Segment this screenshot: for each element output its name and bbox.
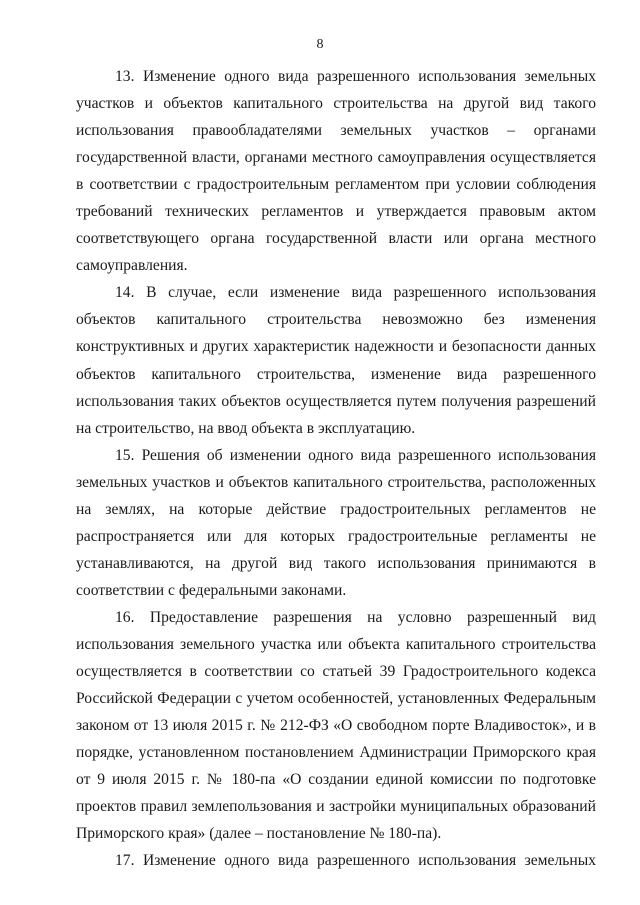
paragraph-13: 13. Изменение одного вида разрешенного использования земельных участков и объектов капитального строительства на другой вид такого использования правообладателями земельных участков – органами государственной власти, органами местного самоуправления осуществляется в соответствии с градостроительным регламентом при условии соблюдения требований технических регламентов и утверждается правовым актом соответствующего органа государственной власти или органа местного самоуправления. — [76, 68, 596, 275]
page-number: 8 — [316, 37, 324, 52]
document-body — [76, 63, 596, 874]
paragraph-14: 14. В случае, если изменение вида разрешенного использования объектов капитального строительства невозможно без изменения конструктивных и других характеристик надежности и безопасности данных объектов капитального строительства, изменение вида разрешенного использования таких объектов осуществляется путем получения разрешений на строительство, на ввод объекта в эксплуатацию. — [76, 284, 596, 437]
paragraph-17: 17. Изменение одного вида разрешенного использования земельных — [115, 852, 596, 870]
paragraph-15: 15. Решения об изменении одного вида разрешенного использования земельных участков и объектов капитального строительства, расположенных на землях, на которые действие градостроительных регламентов не распространяется или для которых градостроительные регламенты не устанавливаются, на другой вид такого использования принимаются в соответствии с федеральными законами. — [76, 446, 596, 599]
paragraph-16: 16. Предоставление разрешения на условно разрешенный вид использования земельного участка или объекта капитального строительства осуществляется в соответствии со статьей 39 Градостроительного кодекса Российской Федерации с учетом особенностей, установленных Федеральным законом от 13 июля 2015 г. № 212-ФЗ «О свободном порте Владивосток», и в порядке, установленном постановлением Администрации Приморского края от 9 июля 2015 г. № 180-па «О создании единой комиссии по подготовке проектов правил землепользования и застройки муниципальных образований Приморского края» (далее – постановление № 180-па). — [76, 608, 596, 843]
